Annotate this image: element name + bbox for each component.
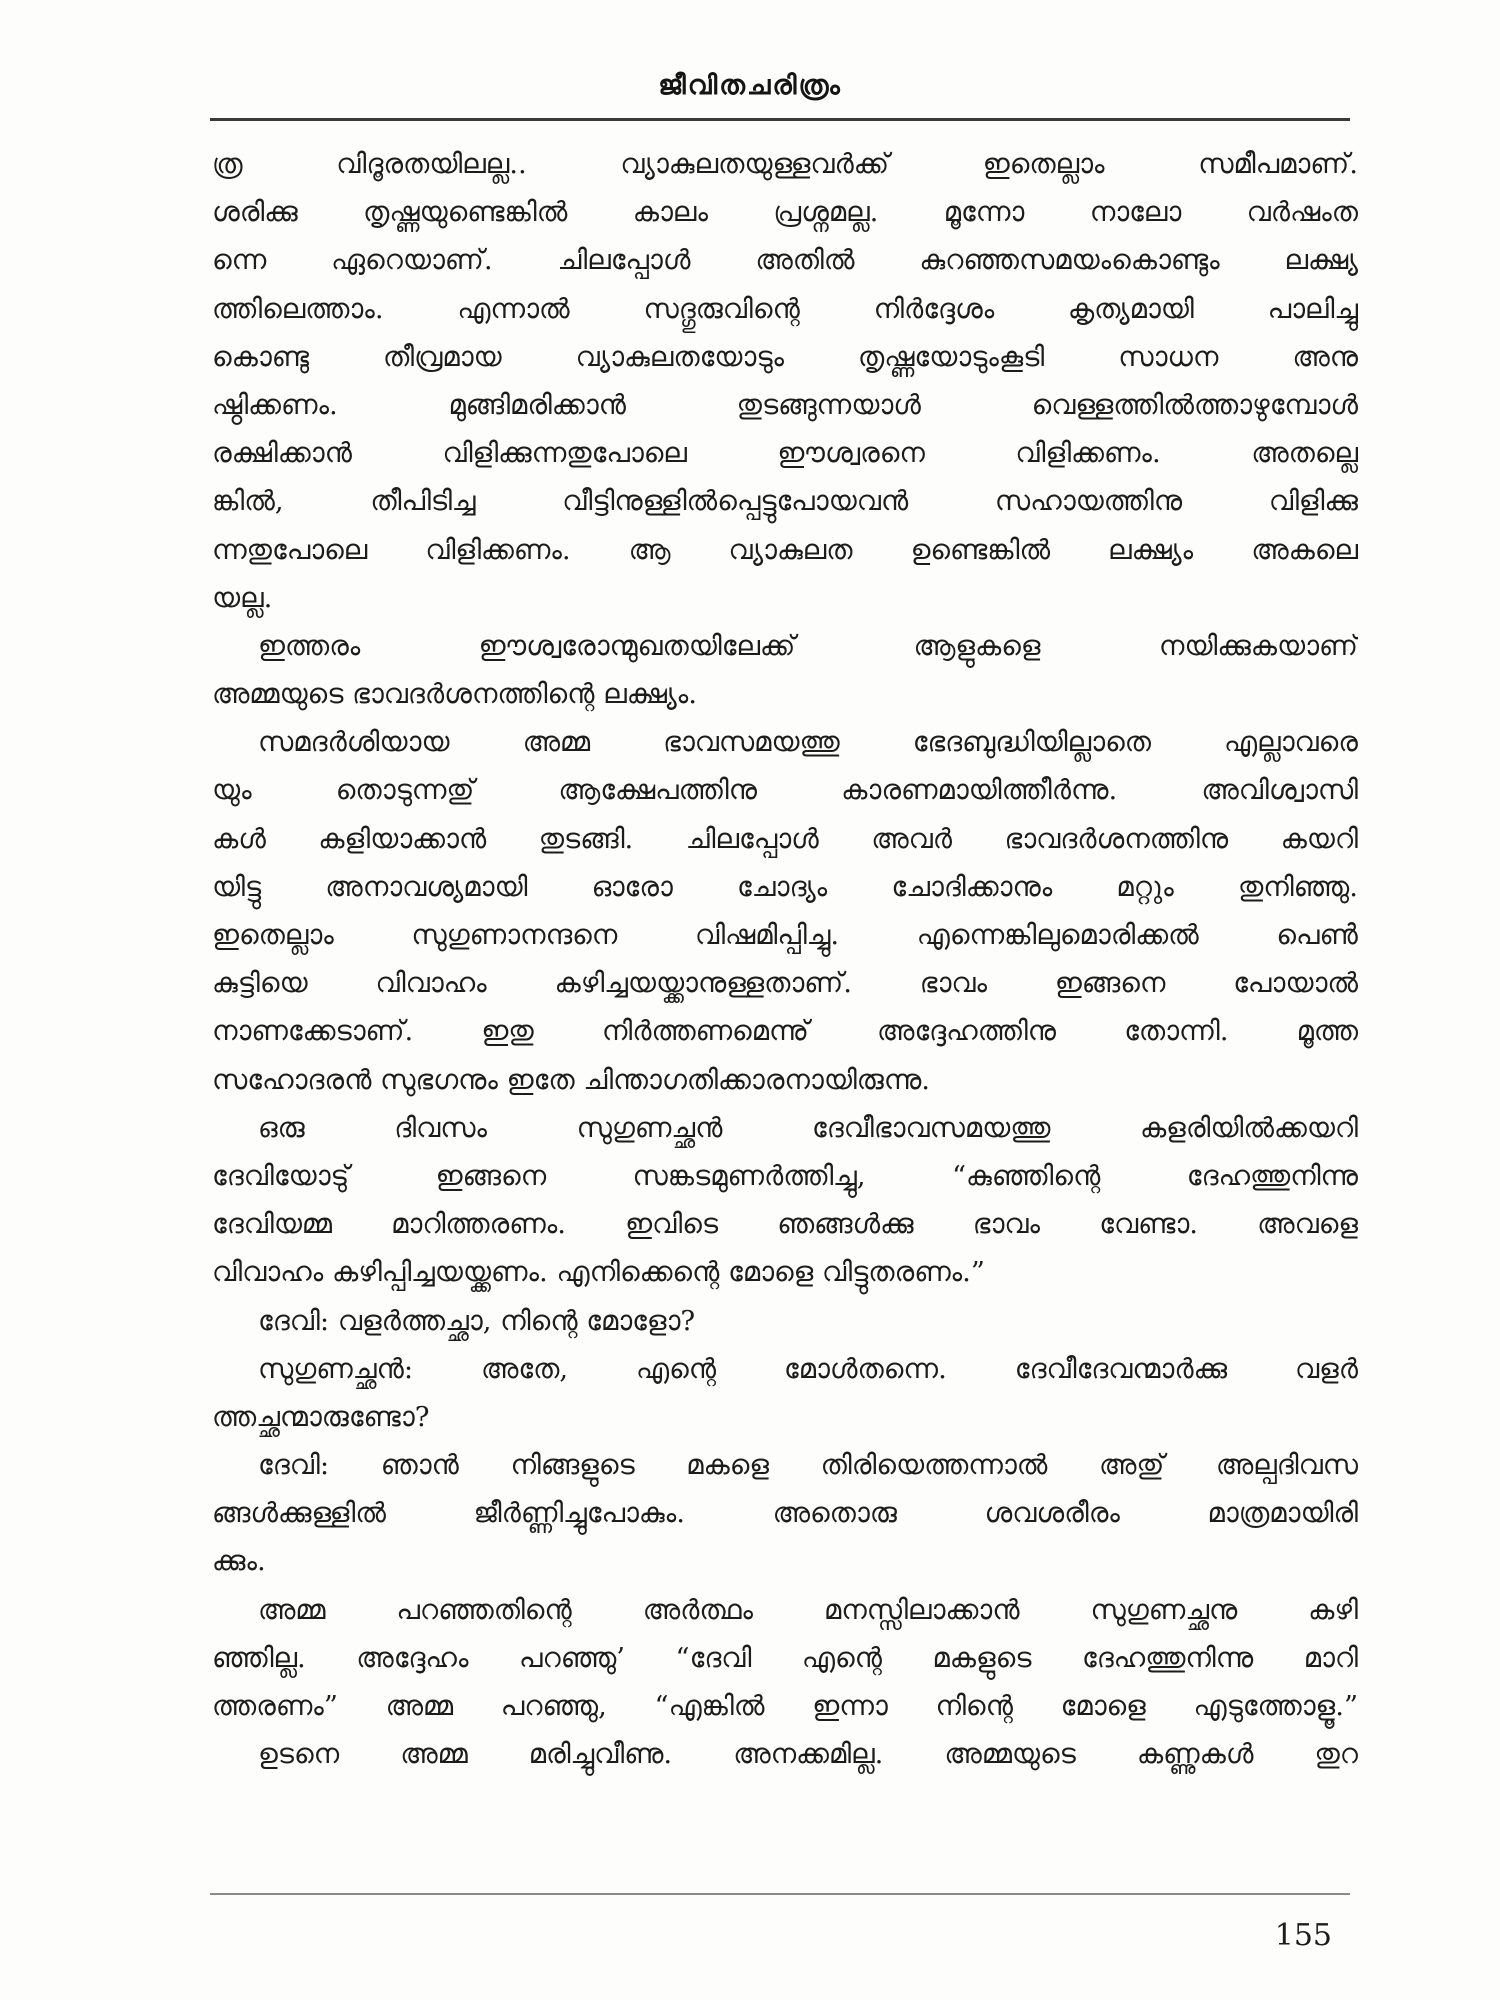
- text-line: യല്ല.: [212, 581, 273, 614]
- text-line: ഒരു ദിവസം സുഗുണച്ഛൻ ദേവീഭാവസമയത്തു കളരിയിൽക്കയറി: [258, 1111, 1358, 1144]
- text-line: ങ്കിൽ, തീപിടിച്ച വീട്ടിനുള്ളിൽപ്പെട്ടുപോയവൻ സഹായത്തിനു വിളിക്കു: [212, 485, 1358, 518]
- text-line: ഉടനെ അമ്മ മരിച്ചുവീണു. അനക്കമില്ല. അമ്മയുടെ കണ്ണുകൾ തുറ: [258, 1738, 1358, 1771]
- text-line: അമ്മയുടെ ഭാവദർശനത്തിന്റെ ലക്ഷ്യം.: [212, 678, 697, 711]
- text-line: ദേവിയോടു് ഇങ്ങനെ സങ്കടമുണർത്തിച്ചു, “കുഞ്ഞിന്റെ ദേഹത്തുനിന്നു: [212, 1159, 1358, 1192]
- text-line: ദേവിയമ്മ മാറിത്തരണം. ഇവിടെ ഞങ്ങൾക്കു ഭാവം വേണ്ടാ. അവളെ: [212, 1208, 1358, 1241]
- text-line: ഇത്തരം ഈശ്വരോന്മുഖതയിലേക്ക് ആളുകളെ നയിക്കുകയാണ്: [258, 629, 1358, 662]
- text-line: രക്ഷിക്കാൻ വിളിക്കുന്നതുപോലെ ഈശ്വരനെ വിളിക്കണം. അതല്ലെ: [212, 437, 1358, 470]
- text-line: കുട്ടിയെ വിവാഹം കഴിച്ചയയ്ക്കാനുള്ളതാണ്. ഭാവം ഇങ്ങനെ പോയാൽ: [212, 967, 1358, 1000]
- text-line: ങ്ങൾക്കുള്ളിൽ ജീർണ്ണിച്ചുപോകും. അതൊരു ശവശരീരം മാത്രമായിരി: [212, 1497, 1358, 1530]
- header-rule: [210, 118, 1350, 121]
- text-line: യും തൊടുന്നതു് ആക്ഷേപത്തിനു കാരണമായിത്തീർന്നു. അവിശ്വാസി: [212, 774, 1358, 807]
- text-line: സമദർശിയായ അമ്മ ഭാവസമയത്തു ഭേദബുദ്ധിയില്ലാതെ എല്ലാവരെ: [258, 726, 1358, 759]
- text-line: ശരിക്കു തൃഷ്ണയുണ്ടെങ്കിൽ കാലം പ്രശ്നമല്ല. മൂന്നോ നാലോ വർഷംത: [212, 196, 1358, 229]
- text-line: ത്ര വിദൂരതയിലല്ല.. വ്യാകുലതയുള്ളവർക്ക് ഇതെല്ലാം സമീപമാണ്.: [212, 148, 1358, 180]
- text-line: ത്തരണം” അമ്മ പറഞ്ഞു, “എങ്കിൽ ഇന്നാ നിന്റെ മോളെ എടുത്തോളൂ.”: [212, 1690, 1358, 1722]
- text-line: കൊണ്ടു തീവ്രമായ വ്യാകുലതയോടും തൃഷ്ണയോടുംകൂടി സാധന അനു: [212, 340, 1358, 373]
- text-line: നാണക്കേടാണ്. ഇതു നിർത്തണമെന്നു് അദ്ദേഹത്തിനു തോന്നി. മൂത്ത: [212, 1015, 1358, 1048]
- text-line: സുഗുണച്ഛൻ: അതേ, എന്റെ മോൾതന്നെ. ദേവീദേവന്മാർക്കു വളർ: [258, 1352, 1358, 1385]
- body-text: [212, 140, 1358, 1778]
- text-line: കൾ കളിയാക്കാൻ തുടങ്ങി. ചിലപ്പോൾ അവർ ഭാവദർശനത്തിനു കയറി: [212, 822, 1358, 855]
- text-line: അമ്മ പറഞ്ഞതിന്റെ അർത്ഥം മനസ്സിലാക്കാൻ സുഗുണച്ഛനു കഴി: [258, 1593, 1358, 1626]
- text-line: യിട്ടു അനാവശ്യമായി ഓരോ ചോദ്യം ചോദിക്കാനും മറ്റും തുനിഞ്ഞു.: [212, 870, 1358, 903]
- text-line: ന്നതുപോലെ വിളിക്കണം. ആ വ്യാകുലത ഉണ്ടെങ്കിൽ ലക്ഷ്യം അകലെ: [212, 533, 1358, 566]
- page-number: 155: [1274, 1918, 1332, 1953]
- running-title: ജീവിതചരിത്രം: [658, 70, 842, 101]
- text-line: ദേവി: ഞാൻ നിങ്ങളുടെ മകളെ തിരിയെത്തന്നാൽ അതു് അല്പദിവസ: [258, 1449, 1358, 1482]
- footer-rule: [210, 1893, 1350, 1895]
- text-line: ത്തിലെത്താം. എന്നാൽ സദ്ഗുരുവിന്റെ നിർദ്ദേശം കൃത്യമായി പാലിച്ചു: [212, 292, 1358, 325]
- text-line: ഷ്ഠിക്കണം. മുങ്ങിമരിക്കാൻ തുടങ്ങുന്നയാൾ വെള്ളത്തിൽത്താഴുമ്പോൾ: [212, 388, 1358, 421]
- text-line: വിവാഹം കഴിപ്പിച്ചയയ്ക്കണം. എനിക്കെന്റെ മോളെ വിട്ടുതരണം.”: [212, 1256, 985, 1289]
- text-line: ന്നെ ഏറെയാണ്. ചിലപ്പോൾ അതിൽ കുറഞ്ഞസമയംകൊണ്ടും ലക്ഷ്യ: [212, 244, 1358, 277]
- text-line: ത്തച്ഛന്മാരുണ്ടോ?: [212, 1400, 430, 1433]
- text-line: ദേവി: വളർത്തച്ഛാ, നിന്റെ മോളോ?: [258, 1304, 696, 1337]
- text-line: ക്കും.: [212, 1545, 266, 1578]
- text-line: സഹോദരൻ സുഭഗനും ഇതേ ചിന്താഗതിക്കാരനായിരുന്നു.: [212, 1063, 931, 1096]
- text-line: ഇതെല്ലാം സുഗുണാനന്ദനെ വിഷമിപ്പിച്ചു. എന്നെങ്കിലുമൊരിക്കൽ പെൺ: [212, 919, 1358, 951]
- text-line: ഞ്ഞില്ല. അദ്ദേഹം പറഞ്ഞു’ “ദേവി എന്റെ മകളുടെ ദേഹത്തുനിന്നു മാറി: [212, 1641, 1358, 1674]
